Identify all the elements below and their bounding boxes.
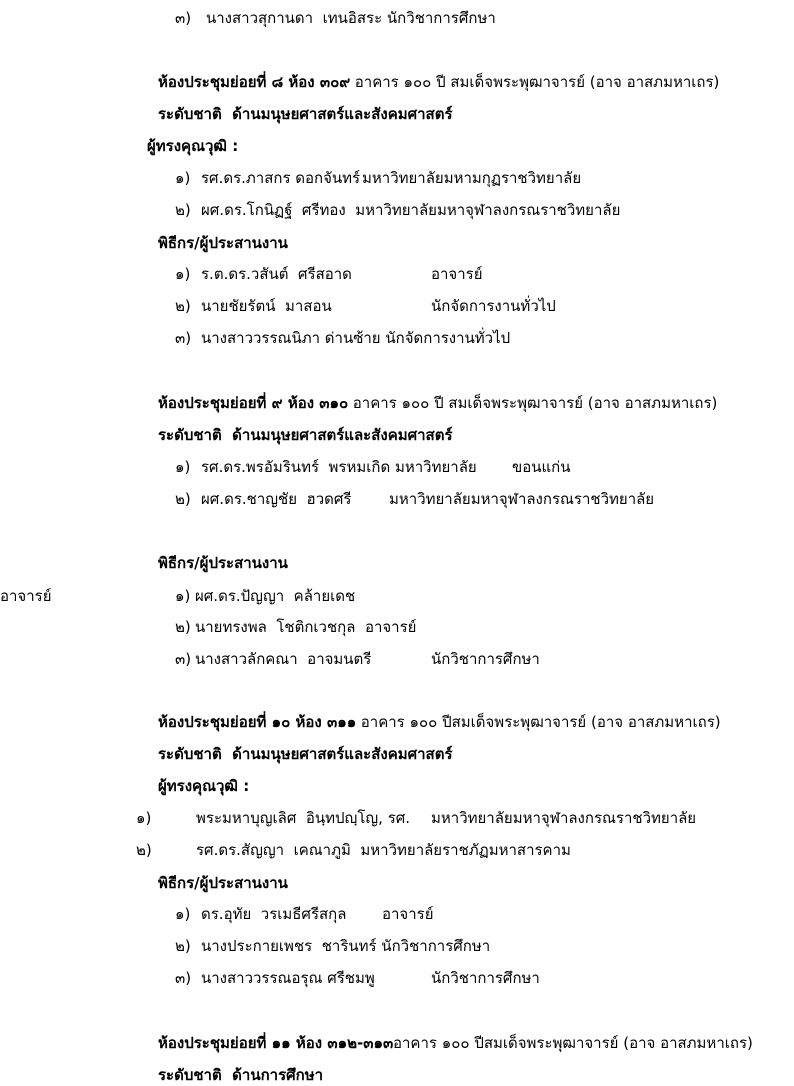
heading-text: พิธีกร/ผู้ประสานงาน [158,554,288,572]
list-number: ๑) [175,905,191,923]
list-number: ๒) [175,937,191,955]
list-number: ๑) [175,587,191,605]
text-segment: อาจารย์ [382,905,434,923]
heading-text: ระดับชาติ ด้านมนุษยศาสตร์และสังคมศาสตร์ [158,745,453,763]
text-segment: นายทรงพล โชติกเวชกุล อาจารย์ [195,618,417,636]
heading-text: พิธีกร/ผู้ประสานงาน [158,234,288,252]
heading-text: ห้องประชุมย่อยที่ ๑๑ ห้อง ๓๑๒-๓๑๓ [158,1034,394,1052]
text-segment: มหาวิทยาลัยมหาจุฬาลงกรณราชวิทยาลัย [389,490,655,508]
text-segment: นางสาววรรณอรุณ ศรีชมพู [201,969,375,987]
list-number: ๓) [175,329,192,347]
text-segment: มหาวิทยาลัยมหาจุฬาลงกรณราชวิทยาลัย [431,809,697,827]
list-number: ๓) [175,650,192,668]
list-number: ๒) [175,201,191,219]
text-segment: ขอนแก่น [512,458,571,476]
heading-text: ผู้ทรงคุณวุฒิ : [147,137,239,155]
heading-text: พิธีกร/ผู้ประสานงาน [158,874,288,892]
text-segment: นักจัดการงานทั่วไป [431,297,556,315]
text-segment: อาจารย์ [0,587,52,605]
list-number: ๑) [136,809,152,827]
text-segment: นักวิชาการศึกษา [431,650,540,668]
text-segment: รศ.ดร.พรอัมรินทร์ พรหมเกิด มหาวิทยาลัย [201,458,477,476]
heading-text: ห้องประชุมย่อยที่ ๘ ห้อง ๓๐๙ [158,73,351,91]
text-segment: นางสาวลักคณา อาจมนตรี [195,650,372,668]
list-number: ๓) [175,969,192,987]
text-segment: ดร.อุทัย วรเมธีศรีสกุล [201,905,347,923]
list-number: ๑) [175,265,191,283]
text-segment: อาจารย์ [431,265,483,283]
list-number: ๓) [175,9,192,27]
list-number: ๒) [175,490,191,508]
text-segment: อาคาร ๑๐๐ ปี สมเด็จพระพุฒาจารย์ (อาจ อาสภมหาเถร) [350,73,720,91]
text-segment: นายชัยรัตน์ มาสอน [201,297,332,315]
text-segment: นางสาวสุกานดา เทนอิสระ นักวิชาการศึกษา [206,9,496,27]
heading-text: ห้องประชุมย่อยที่ ๙ ห้อง ๓๑๐ [158,394,349,412]
list-number: ๒) [175,297,191,315]
text-segment: อาคาร ๑๐๐ ปี สมเด็จพระพุฒาจารย์ (อาจ อาสภมหาเถร) [348,394,718,412]
heading-text: ระดับชาติ ด้านมนุษยศาสตร์และสังคมศาสตร์ [158,105,453,123]
text-segment: นางประกายเพชร ชารินทร์ นักวิชาการศึกษา [201,937,491,955]
text-segment: อาคาร ๑๐๐ ปีสมเด็จพระพุฒาจารย์ (อาจ อาสภมหาเถร) [393,1034,753,1052]
list-number: ๑) [175,169,191,187]
heading-text: ห้องประชุมย่อยที่ ๑๐ ห้อง ๓๑๑ [158,713,357,731]
list-number: ๒) [175,618,191,636]
text-segment: ผศ.ดร.ปัญญา คล้ายเดช [195,587,356,605]
text-segment: ผศ.ดร.โกนิฏฐ์ ศรีทอง มหาวิทยาลัยมหาจุฬาลงกรณราชวิทยาลัย [201,201,621,219]
text-segment: นางสาววรรณนิภา ด่านซ้าย นักจัดการงานทั่วไป [201,329,511,347]
text-segment: มหาวิทยาลัยมหามกุฏราชวิทยาลัย [362,169,582,187]
list-number: ๒) [136,841,152,859]
text-segment: นักวิชาการศึกษา [431,969,540,987]
text-segment: รศ.ดร.สัญญา เคณาภูมิ มหาวิทยาลัยราชภัฏมหาสารคาม [196,841,571,859]
heading-text: ระดับชาติ ด้านการศึกษา [158,1066,324,1084]
text-segment: ร.ต.ดร.วสันต์ ศรีสอาด [201,265,352,283]
heading-text: ระดับชาติ ด้านมนุษยศาสตร์และสังคมศาสตร์ [158,426,453,444]
text-segment: พระมหาบุญเลิศ อินฺทปญฺโญ, รศ. [196,809,411,827]
heading-text: ผู้ทรงคุณวุฒิ : [158,777,250,795]
text-segment: อาคาร ๑๐๐ ปีสมเด็จพระพุฒาจารย์ (อาจ อาสภมหาเถร) [356,713,721,731]
list-number: ๑) [175,458,191,476]
text-segment: ผศ.ดร.ชาญชัย ฮวดศรี [201,490,352,508]
text-segment: รศ.ดร.ภาสกร ดอกจันทร์ [201,169,361,187]
